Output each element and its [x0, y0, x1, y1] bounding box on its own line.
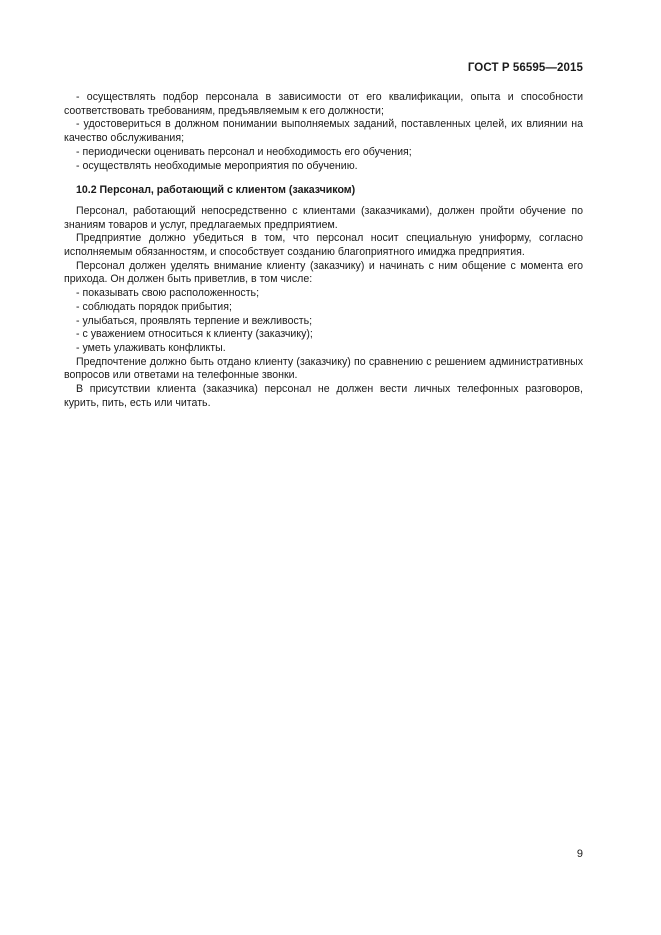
- document-id-header: ГОСТ Р 56595—2015: [467, 62, 583, 74]
- section-heading: 10.2 Персонал, работающий с клиентом (заказчиком): [76, 184, 356, 197]
- list-item: - осуществлять необходимые мероприятия по обучению.: [76, 159, 358, 172]
- document-body: [64, 91, 583, 410]
- paragraph: В присутствии клиента (заказчика) персонал не должен вести личных телефонных разговоров, курить, пить, есть или читать.: [64, 383, 583, 409]
- paragraph: Персонал должен уделять внимание клиенту (заказчику) и начинать с ним общение с момента его прихода. Он должен быть приветлив, в том числе:: [64, 259, 583, 286]
- list-item: - удостовериться в должном понимании выполняемых заданий, поставленных целей, их влиянии на качество обслуживания;: [64, 118, 583, 145]
- paragraph: Персонал, работающий непосредственно с клиентами (заказчиками), должен пройти обучение по знаниям товаров и услуг, предлагаемых предприятием.: [64, 204, 583, 231]
- list-item: - соблюдать порядок прибытия;: [76, 300, 232, 313]
- list-item: - улыбаться, проявлять терпение и вежливость;: [76, 314, 313, 327]
- paragraph: Предпочтение должно быть отдано клиенту (заказчику) по сравнению с решением административных вопросов или ответами на телефонные звонки.: [64, 355, 583, 382]
- list-item: - уметь улаживать конфликты.: [76, 341, 226, 354]
- list-item: - с уважением относиться к клиенту (заказчику);: [76, 328, 313, 341]
- list-item: - показывать свою расположенность;: [76, 287, 260, 300]
- list-item: - периодически оценивать персонал и необходимость его обучения;: [76, 145, 412, 158]
- list-item: - осуществлять подбор персонала в зависимости от его квалификации, опыта и способности соответствовать требованиям, предъявляемым к его должности;: [64, 91, 583, 117]
- page-number: 9: [576, 848, 583, 860]
- paragraph: Предприятие должно убедиться в том, что персонал носит специальную униформу, согласно исполняемым обязанностям, и способствует созданию благоприятного имиджа предприятия.: [64, 232, 583, 259]
